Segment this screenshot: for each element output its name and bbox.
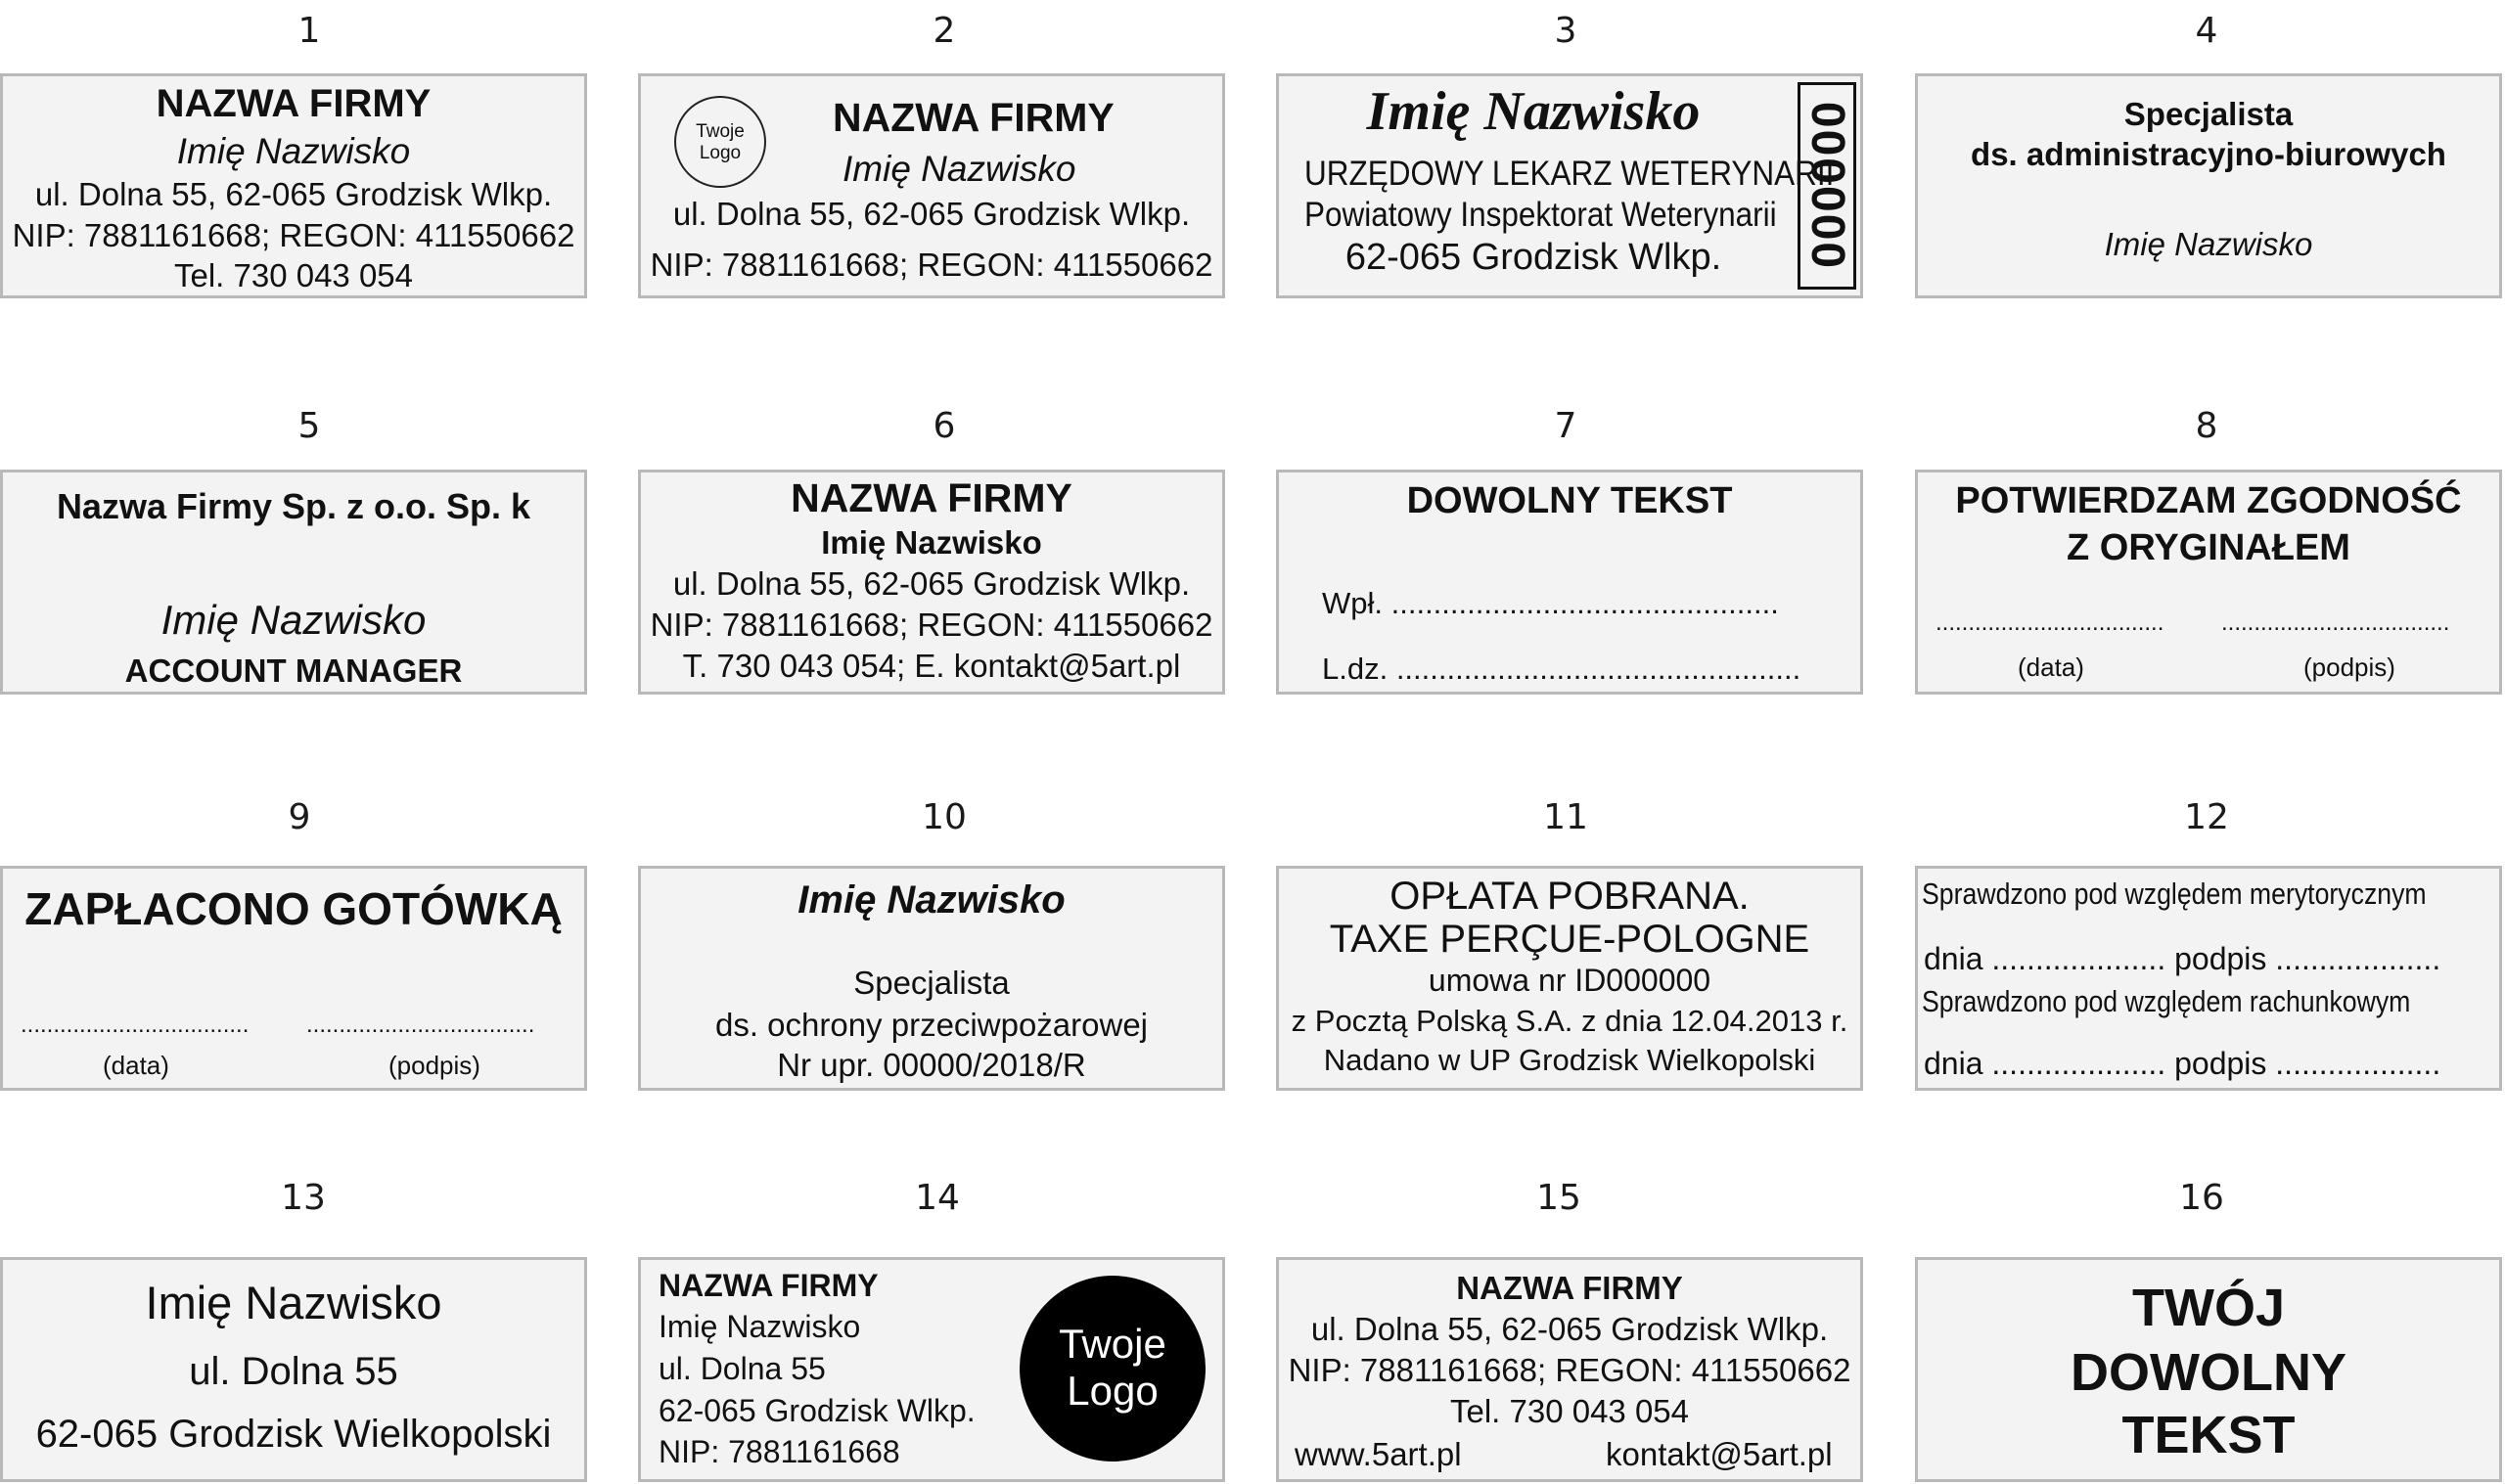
address-line: ul. Dolna 55, 62-065 Grodzisk Wlkp.: [1310, 1311, 1829, 1347]
person-name: Imię Nazwisko: [160, 597, 427, 643]
stamp-number: 14: [915, 1178, 960, 1218]
stamp-design-16[interactable]: [1915, 1257, 2502, 1482]
stamp-design-2[interactable]: [638, 73, 1225, 298]
address-line: ul. Dolna 55, 62-065 Grodzisk Wlkp.: [672, 196, 1191, 232]
custom-text: DOWOLNY: [2071, 1343, 2346, 1402]
verification-line: Sprawdzono pod względem rachunkowym: [1922, 984, 2411, 1018]
stamp-number: 8: [2195, 406, 2218, 446]
person-name: Imię Nazwisko: [145, 1277, 442, 1328]
city-line: 62-065 Grodzisk Wielkopolski: [35, 1413, 552, 1456]
company-name: NAZWA FIRMY: [659, 1268, 879, 1303]
signature-label: (podpis): [2303, 652, 2395, 682]
license-number: Nr upr. 00000/2018/R: [777, 1047, 1086, 1083]
street-line: ul. Dolna 55: [189, 1350, 398, 1393]
custom-text: DOWOLNY TEKST: [1406, 480, 1733, 521]
person-name: Imię Nazwisko: [176, 131, 411, 171]
stamp-number: 9: [288, 797, 311, 837]
company-name: NAZWA FIRMY: [791, 475, 1072, 520]
registration-number-box: [1798, 82, 1856, 290]
person-name: Imię Nazwisko: [797, 878, 1066, 922]
logo-placeholder: [674, 96, 766, 188]
stamp-design-11[interactable]: [1276, 866, 1863, 1091]
logo-label: Twoje: [696, 121, 745, 142]
person-name: Imię Nazwisko: [659, 1309, 861, 1344]
stamp-number: 15: [1536, 1178, 1581, 1218]
address-line: ul. Dolna 55, 62-065 Grodzisk Wlkp.: [34, 176, 553, 212]
stamp-design-13[interactable]: [0, 1257, 587, 1482]
stamp-design-3[interactable]: [1276, 73, 1863, 298]
website-line: www.5art.pl: [1295, 1436, 1462, 1472]
person-name: Imię Nazwisko: [1366, 81, 1701, 142]
custom-text: TWÓJ: [2132, 1279, 2285, 1337]
stamp-number: 1: [297, 11, 321, 51]
tax-id-line: NIP: 7881161668; REGON: 411550662: [650, 607, 1213, 643]
stamp-number: 11: [1543, 797, 1588, 837]
phone-line: Tel. 730 043 054: [173, 257, 414, 293]
date-signature-line: dnia .................... podpis ...................: [1924, 1046, 2441, 1081]
tax-id-line: NIP: 7881161668: [659, 1434, 900, 1469]
stamp-number: 13: [281, 1178, 326, 1218]
verification-line: Sprawdzono pod względem merytorycznym: [1922, 877, 2427, 911]
phone-line: Tel. 730 043 054: [1449, 1393, 1690, 1429]
title-line: URZĘDOWY LEKARZ WETERYNARII: [1304, 155, 1835, 193]
email-line: kontakt@5art.pl: [1606, 1436, 1833, 1472]
heading-line: POTWIERDZAM ZGODNOŚĆ: [1955, 480, 2462, 521]
heading-line: ZAPŁACONO GOTÓWKĄ: [24, 883, 563, 934]
logo-placeholder: [1020, 1276, 1206, 1462]
custom-text: TEKST: [2121, 1406, 2296, 1464]
city-line: 62-065 Grodzisk Wlkp.: [659, 1393, 976, 1428]
company-name: NAZWA FIRMY: [156, 82, 432, 125]
stamp-design-4[interactable]: [1915, 73, 2502, 298]
company-name: Nazwa Firmy Sp. z o.o. Sp. k: [56, 486, 531, 526]
signature-label: (podpis): [388, 1051, 480, 1080]
entry-line: L.dz. ................................................: [1322, 652, 1801, 686]
stamp-design-9[interactable]: [0, 866, 587, 1091]
logo-label: Logo: [1067, 1368, 1159, 1414]
address-line: ul. Dolna 55, 62-065 Grodzisk Wlkp.: [672, 565, 1191, 602]
stamp-number: 3: [1554, 11, 1577, 51]
stamp-design-1[interactable]: [0, 73, 587, 298]
position-line: ds. ochrony przeciwpożarowej: [714, 1007, 1149, 1043]
stamp-design-8[interactable]: [1915, 470, 2502, 695]
heading-line: Z ORYGINAŁEM: [2067, 527, 2350, 568]
stamp-number: 10: [922, 797, 967, 837]
stamp-number: 16: [2179, 1178, 2224, 1218]
person-name: Imię Nazwisko: [843, 149, 1076, 189]
post-office-line: Nadano w UP Grodzisk Wielkopolski: [1323, 1043, 1816, 1077]
stamp-design-6[interactable]: [638, 470, 1225, 695]
signature-dots: ...................................: [306, 1012, 535, 1038]
stamp-design-12[interactable]: [1915, 866, 2502, 1091]
position-line: Specjalista: [2123, 96, 2294, 132]
company-name: NAZWA FIRMY: [1456, 1270, 1683, 1306]
company-name: NAZWA FIRMY: [833, 95, 1115, 140]
entry-line: Wpł. ..............................................: [1322, 586, 1779, 620]
contract-line: umowa nr ID000000: [1428, 963, 1711, 998]
stamp-design-10[interactable]: [638, 866, 1225, 1091]
position-line: Specjalista: [853, 965, 1010, 1001]
street-line: ul. Dolna 55: [659, 1351, 826, 1386]
stamp-number: 12: [2184, 797, 2229, 837]
postage-heading: TAXE PERÇUE-POLOGNE: [1329, 918, 1810, 961]
stamp-number: 2: [933, 11, 956, 51]
office-line: Powiatowy Inspektorat Weterynarii: [1304, 196, 1777, 234]
date-dots: ...................................: [1936, 609, 2164, 636]
contract-line: z Pocztą Polską S.A. z dnia 12.04.2013 r.: [1291, 1004, 1848, 1038]
person-name: Imię Nazwisko: [2104, 226, 2313, 262]
job-title: ACCOUNT MANAGER: [124, 652, 463, 689]
postage-heading: OPŁATA POBRANA.: [1389, 875, 1750, 918]
city-line: 62-065 Grodzisk Wlkp.: [1344, 237, 1722, 278]
stamp-number: 4: [2195, 11, 2218, 51]
stamp-number: 6: [933, 406, 956, 446]
stamp-design-15[interactable]: [1276, 1257, 1863, 1482]
person-name: Imię Nazwisko: [821, 524, 1042, 561]
stamp-design-14[interactable]: [638, 1257, 1225, 1482]
position-line: ds. administracyjno-biurowych: [1971, 136, 2446, 172]
tax-id-line: NIP: 7881161668; REGON: 411550662: [1288, 1352, 1851, 1388]
stamp-number: 5: [297, 406, 321, 446]
date-signature-line: dnia .................... podpis ...................: [1924, 941, 2441, 976]
date-label: (data): [2018, 652, 2084, 682]
stamp-design-5[interactable]: [0, 470, 587, 695]
logo-label: Logo: [699, 143, 742, 163]
date-dots: ...................................: [21, 1012, 250, 1038]
logo-label: Twoje: [1059, 1321, 1166, 1367]
stamp-number: 7: [1554, 406, 1577, 446]
tax-id-line: NIP: 7881161668; REGON: 411550662: [12, 217, 575, 253]
registration-number: 000000: [1801, 101, 1853, 271]
signature-dots: ...................................: [2221, 609, 2450, 636]
stamp-design-7[interactable]: [1276, 470, 1863, 695]
date-label: (data): [103, 1051, 169, 1080]
tax-id-line: NIP: 7881161668; REGON: 411550662: [650, 247, 1213, 283]
contact-line: T. 730 043 054; E. kontakt@5art.pl: [682, 648, 1181, 684]
